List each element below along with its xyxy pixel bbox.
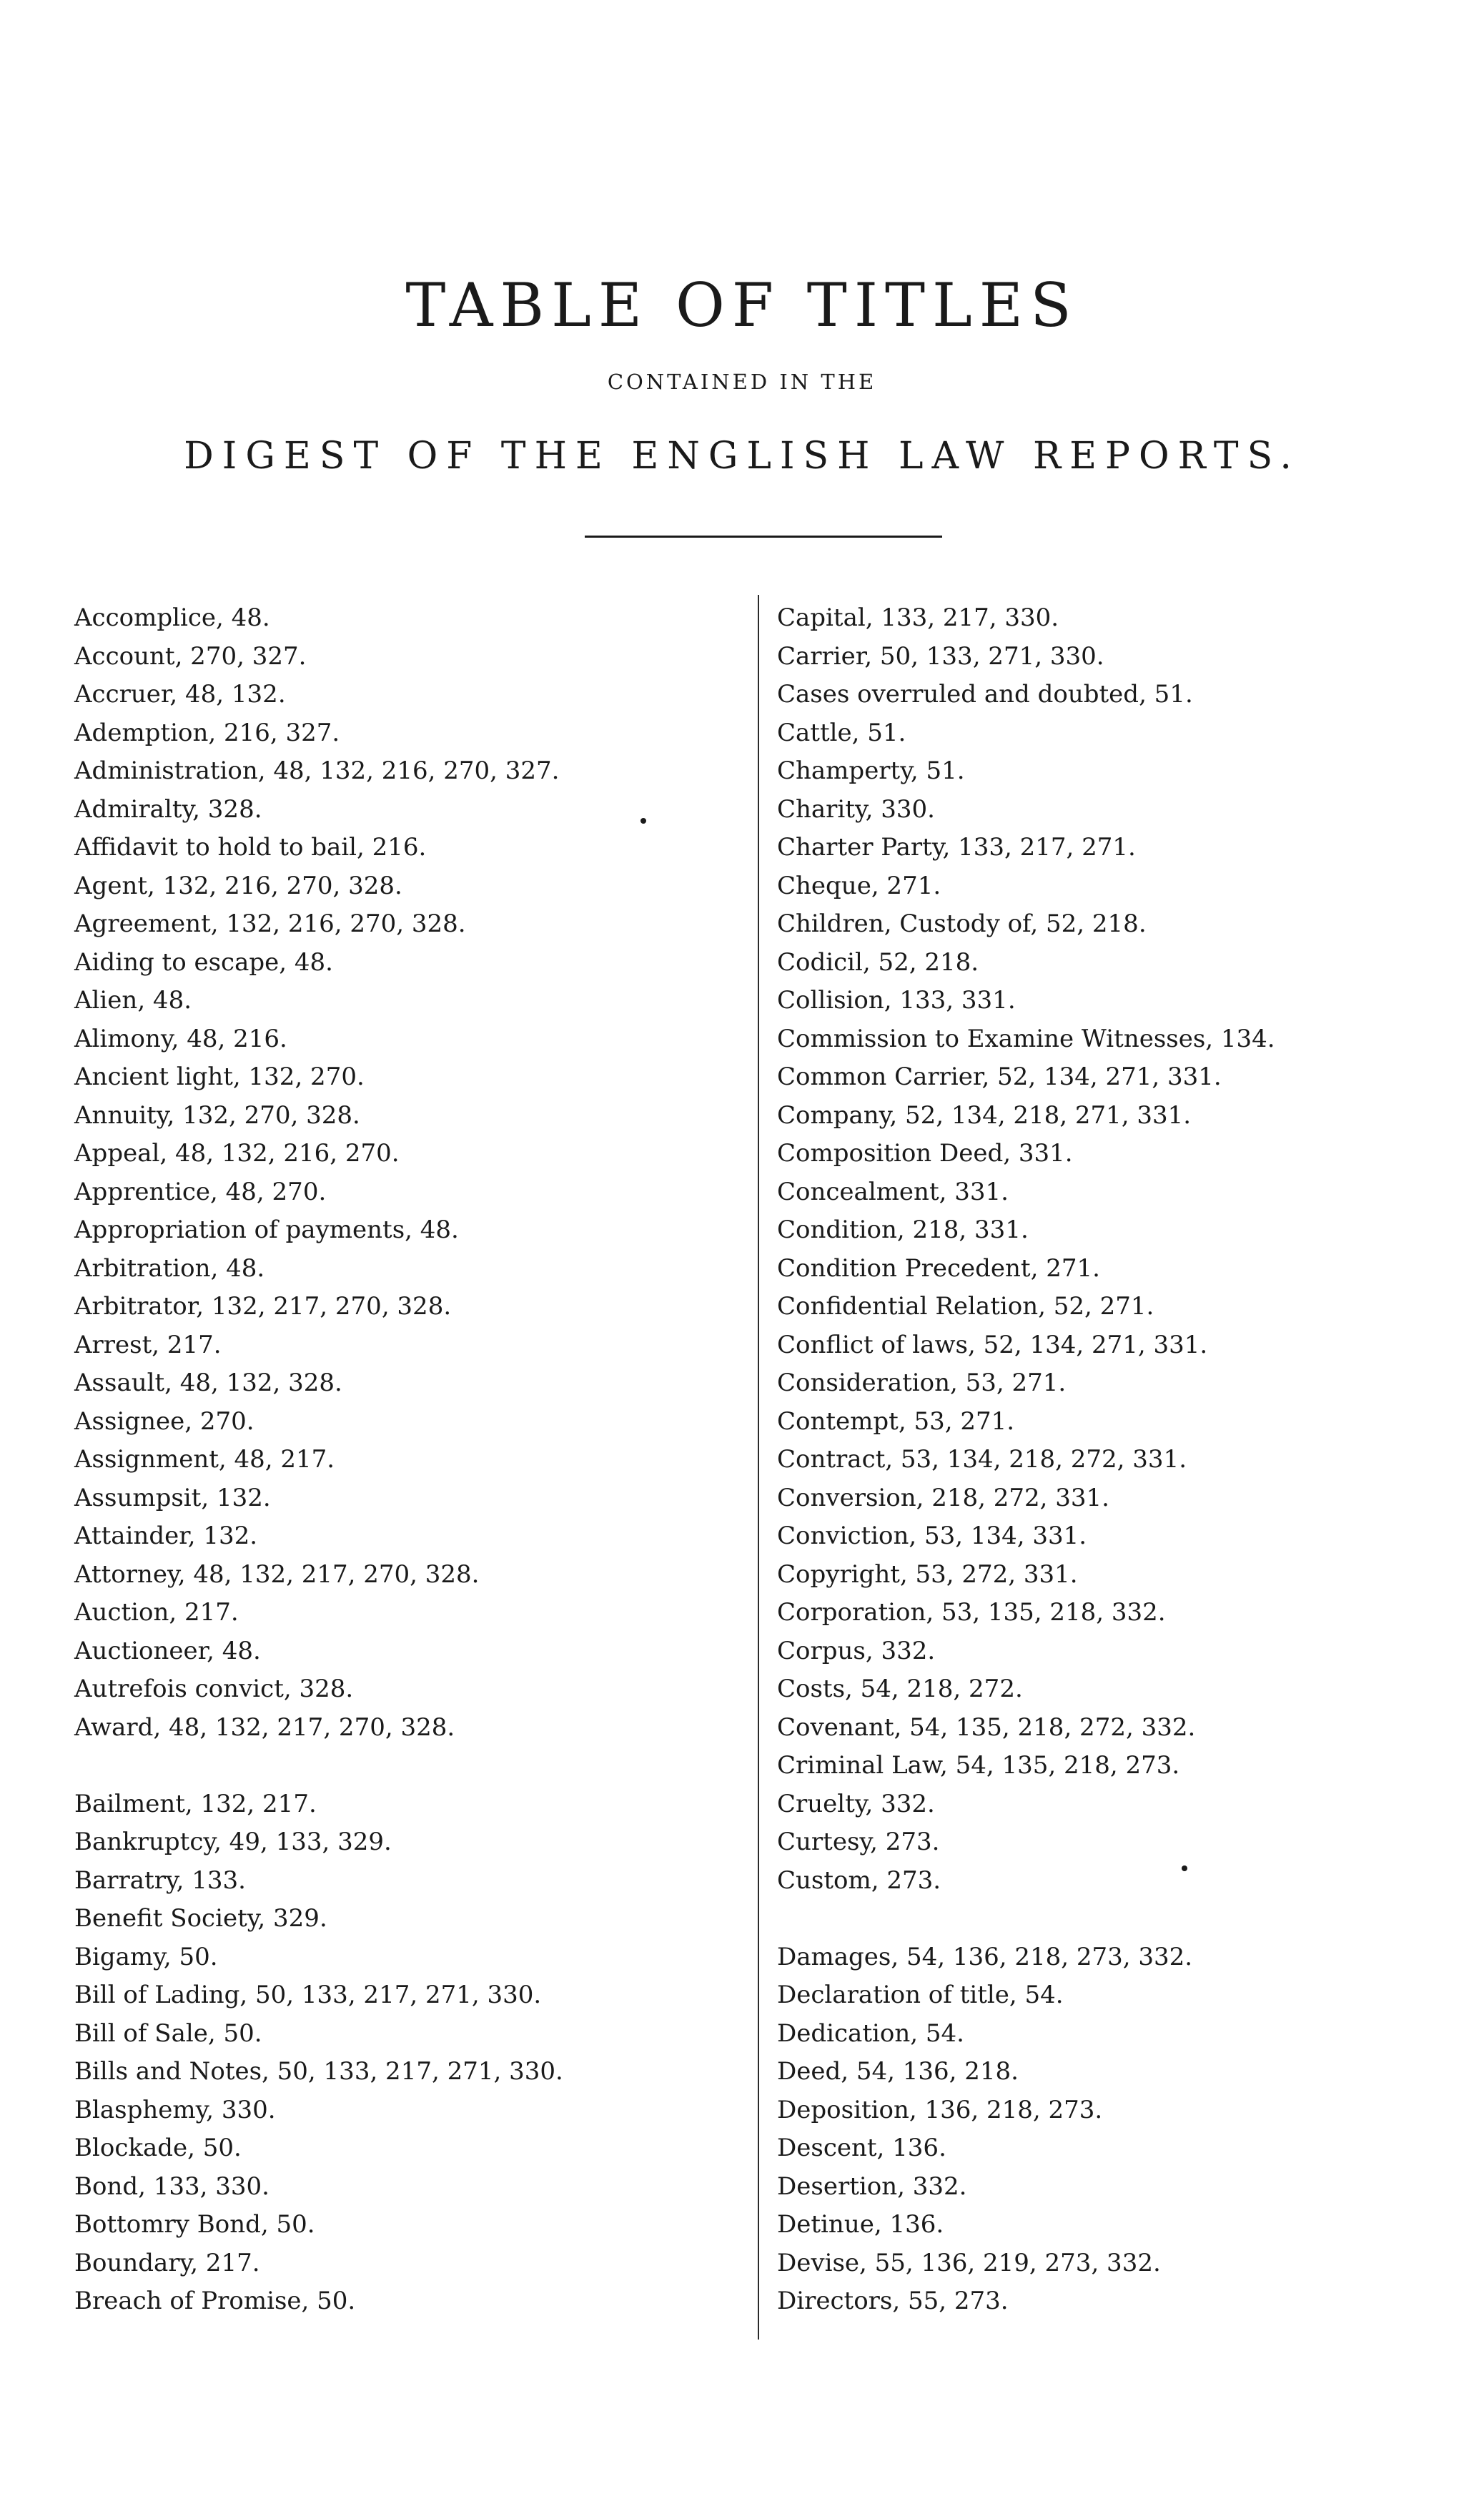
index-entry: Award, 48, 132, 217, 270, 328.: [74, 1712, 455, 1742]
index-entry: Codicil, 52, 218.: [777, 947, 979, 977]
index-entry: Cheque, 271.: [777, 871, 941, 900]
index-entry: Copyright, 53, 272, 331.: [777, 1559, 1078, 1589]
index-entry: Accomplice, 48.: [74, 603, 270, 632]
index-entry: Bond, 133, 330.: [74, 2172, 269, 2201]
index-entry: Cruelty, 332.: [777, 1789, 935, 1818]
index-entry: Covenant, 54, 135, 218, 272, 332.: [777, 1712, 1196, 1742]
index-entry: Condition Precedent, 271.: [777, 1253, 1100, 1283]
index-entry: Bailment, 132, 217.: [74, 1789, 317, 1818]
index-entry: Assault, 48, 132, 328.: [74, 1369, 342, 1397]
index-entry: Affidavit to hold to bail, 216.: [74, 833, 427, 862]
index-entry: Attorney, 48, 132, 217, 270, 328.: [74, 1559, 480, 1589]
index-entry: Admiralty, 328.: [74, 794, 262, 824]
index-entry: Agent, 132, 216, 270, 328.: [74, 871, 402, 900]
page-subtitle: CONTAINED IN THE: [607, 370, 877, 394]
index-entry: Condition, 218, 331.: [777, 1216, 1029, 1244]
left-column: [74, 599, 718, 2321]
index-entry: Breach of Promise, 50.: [74, 2287, 356, 2315]
index-entry: Damages, 54, 136, 218, 273, 332.: [777, 1942, 1193, 1971]
index-entry: Criminal Law, 54, 135, 218, 273.: [777, 1751, 1180, 1780]
index-entry: Detinue, 136.: [777, 2210, 944, 2239]
index-entry: Devise, 55, 136, 219, 273, 332.: [777, 2248, 1161, 2277]
index-entry: Bigamy, 50.: [74, 1942, 218, 1971]
index-entry: Barratry, 133.: [74, 1865, 246, 1895]
index-entry: Conviction, 53, 134, 331.: [777, 1522, 1087, 1550]
index-entry: Common Carrier, 52, 134, 271, 331.: [777, 1063, 1222, 1091]
index-entry: Descent, 136.: [777, 2134, 946, 2162]
index-entry: Assumpsit, 132.: [74, 1483, 271, 1512]
index-entry: Consideration, 53, 271.: [777, 1369, 1067, 1397]
index-entry: Assignee, 270.: [74, 1406, 254, 1436]
index-entry: Auction, 217.: [74, 1598, 239, 1627]
ink-dot: [640, 818, 646, 824]
index-entry: Bottomry Bond, 50.: [74, 2210, 315, 2239]
index-entry: Attainder, 132.: [74, 1522, 258, 1550]
index-entry: Alimony, 48, 216.: [74, 1024, 287, 1053]
index-entry: Appeal, 48, 132, 216, 270.: [74, 1139, 400, 1168]
heading-rule: [585, 536, 942, 538]
index-entry: Administration, 48, 132, 216, 270, 327.: [74, 756, 560, 785]
index-entry: Concealment, 331.: [777, 1177, 1009, 1206]
index-entry: Company, 52, 134, 218, 271, 331.: [777, 1100, 1192, 1130]
index-entry: Declaration of title, 54.: [777, 1981, 1064, 2009]
index-entry: Champerty, 51.: [777, 756, 965, 785]
index-entry: Corporation, 53, 135, 218, 332.: [777, 1598, 1166, 1627]
index-entry: Assignment, 48, 217.: [74, 1445, 335, 1474]
index-entry: Cattle, 51.: [777, 718, 906, 747]
index-entry: Deed, 54, 136, 218.: [777, 2057, 1019, 2086]
ink-dot: [1182, 1865, 1187, 1871]
index-entry: Alien, 48.: [74, 986, 192, 1015]
index-entry: Capital, 133, 217, 330.: [777, 603, 1059, 632]
section-gap: [74, 1747, 718, 1785]
index-entry: Autrefois convict, 328.: [74, 1675, 354, 1703]
index-entry: Account, 270, 327.: [74, 641, 307, 671]
index-entry: Auctioneer, 48.: [74, 1636, 261, 1665]
index-entry: Benefit Society, 329.: [74, 1904, 327, 1933]
index-entry: Corpus, 332.: [777, 1636, 936, 1665]
index-entry: Accruer, 48, 132.: [74, 680, 286, 709]
index-entry: Custom, 273.: [777, 1865, 941, 1895]
index-entry: Children, Custody of, 52, 218.: [777, 909, 1147, 938]
right-column: [777, 599, 1420, 2321]
index-entry: Appropriation of payments, 48.: [74, 1216, 459, 1244]
index-entry: Charter Party, 133, 217, 271.: [777, 833, 1136, 862]
index-entry: Curtesy, 273.: [777, 1828, 940, 1856]
index-entry: Blasphemy, 330.: [74, 2095, 276, 2124]
index-entry: Arrest, 217.: [74, 1330, 222, 1359]
section-gap: [777, 1900, 1420, 1938]
column-divider: [758, 595, 759, 2340]
index-entry: Conversion, 218, 272, 331.: [777, 1483, 1109, 1512]
index-entry: Blockade, 50.: [74, 2134, 242, 2162]
index-entry: Directors, 55, 273.: [777, 2287, 1009, 2315]
index-entry: Ancient light, 132, 270.: [74, 1063, 365, 1091]
index-entry: Composition Deed, 331.: [777, 1139, 1073, 1168]
index-entry: Costs, 54, 218, 272.: [777, 1675, 1023, 1703]
index-entry: Desertion, 332.: [777, 2172, 967, 2201]
index-entry: Dedication, 54.: [777, 2018, 964, 2048]
index-entry: Charity, 330.: [777, 794, 935, 824]
index-entry: Bills and Notes, 50, 133, 217, 271, 330.: [74, 2057, 563, 2086]
index-entry: Contract, 53, 134, 218, 272, 331.: [777, 1445, 1187, 1474]
index-entry: Carrier, 50, 133, 271, 330.: [777, 641, 1104, 671]
index-entry: Agreement, 132, 216, 270, 328.: [74, 909, 466, 938]
index-entry: Ademption, 216, 327.: [74, 718, 340, 747]
index-entry: Cases overruled and doubted, 51.: [777, 680, 1193, 709]
index-entry: Confidential Relation, 52, 271.: [777, 1292, 1154, 1321]
index-entry: Conflict of laws, 52, 134, 271, 331.: [777, 1330, 1208, 1359]
index-entry: Collision, 133, 331.: [777, 986, 1016, 1015]
index-entry: Aiding to escape, 48.: [74, 947, 333, 977]
page-heading: DIGEST OF THE ENGLISH LAW REPORTS.: [184, 435, 1300, 478]
index-entry: Contempt, 53, 271.: [777, 1406, 1015, 1436]
index-entry: Commission to Examine Witnesses, 134.: [777, 1024, 1275, 1053]
index-entry: Bankruptcy, 49, 133, 329.: [74, 1828, 392, 1856]
index-entry: Bill of Lading, 50, 133, 217, 271, 330.: [74, 1981, 542, 2009]
index-entry: Bill of Sale, 50.: [74, 2018, 262, 2048]
index-entry: Arbitration, 48.: [74, 1253, 265, 1283]
index-entry: Boundary, 217.: [74, 2248, 260, 2277]
index-entry: Arbitrator, 132, 217, 270, 328.: [74, 1292, 452, 1321]
page-title: TABLE OF TITLES: [405, 270, 1079, 340]
index-entry: Deposition, 136, 218, 273.: [777, 2095, 1103, 2124]
index-entry: Annuity, 132, 270, 328.: [74, 1100, 360, 1130]
index-entry: Apprentice, 48, 270.: [74, 1177, 327, 1206]
